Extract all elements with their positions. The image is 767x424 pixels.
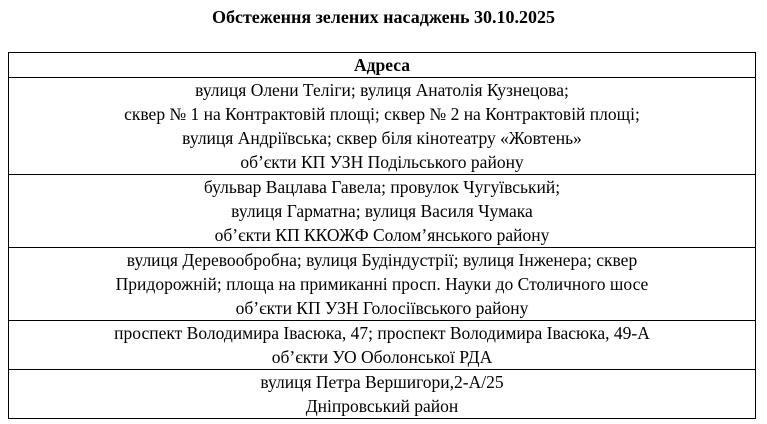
address-table — [8, 52, 756, 419]
address-line: об’єкти УО Оболонської РДА — [271, 347, 493, 367]
address-line: Придорожній; площа на примиканні просп. Науки до Столичного шосе — [115, 274, 649, 294]
table-row — [9, 78, 756, 175]
address-line: бульвар Вацлава Гавела; провулок Чугуївський; — [203, 177, 561, 197]
address-cell — [9, 370, 756, 419]
table-row — [9, 370, 756, 419]
address-line: вулиця Олени Теліги; вулиця Анатолія Кузнецова; — [195, 80, 569, 100]
address-line: вулиця Гарматна; вулиця Василя Чумака — [231, 201, 533, 221]
address-line: Дніпровський район — [305, 396, 459, 416]
address-line: вулиця Деревообробна; вулиця Будіндустрії; вулиця Інженера; сквер — [126, 250, 638, 270]
address-cell — [9, 175, 756, 248]
address-line: об’єкти КП ККОЖФ Солом’янського району — [214, 225, 550, 245]
address-cell — [9, 321, 756, 370]
table-row — [9, 321, 756, 370]
table-row — [9, 175, 756, 248]
address-cell — [9, 248, 756, 321]
address-line: об’єкти КП УЗН Голосіївського району — [235, 298, 529, 318]
address-line: сквер № 1 на Контрактовій площі; сквер № 2 на Контрактовій площі; — [124, 104, 640, 124]
address-line: проспект Володимира Івасюка, 47; проспект Володимира Івасюка, 49-А — [114, 323, 650, 343]
address-line: вулиця Петра Вершигори,2-А/25 — [260, 372, 504, 392]
address-cell — [9, 78, 756, 175]
document-title: Обстеження зелених насаджень 30.10.2025 — [211, 7, 556, 27]
column-header-address: Адреса — [9, 53, 756, 78]
table-header-row — [9, 53, 756, 78]
table-row — [9, 248, 756, 321]
address-line: вулиця Андріївська; сквер біля кінотеатру «Жовтень» — [182, 128, 582, 148]
address-line: об’єкти КП УЗН Подільського району — [240, 152, 524, 172]
